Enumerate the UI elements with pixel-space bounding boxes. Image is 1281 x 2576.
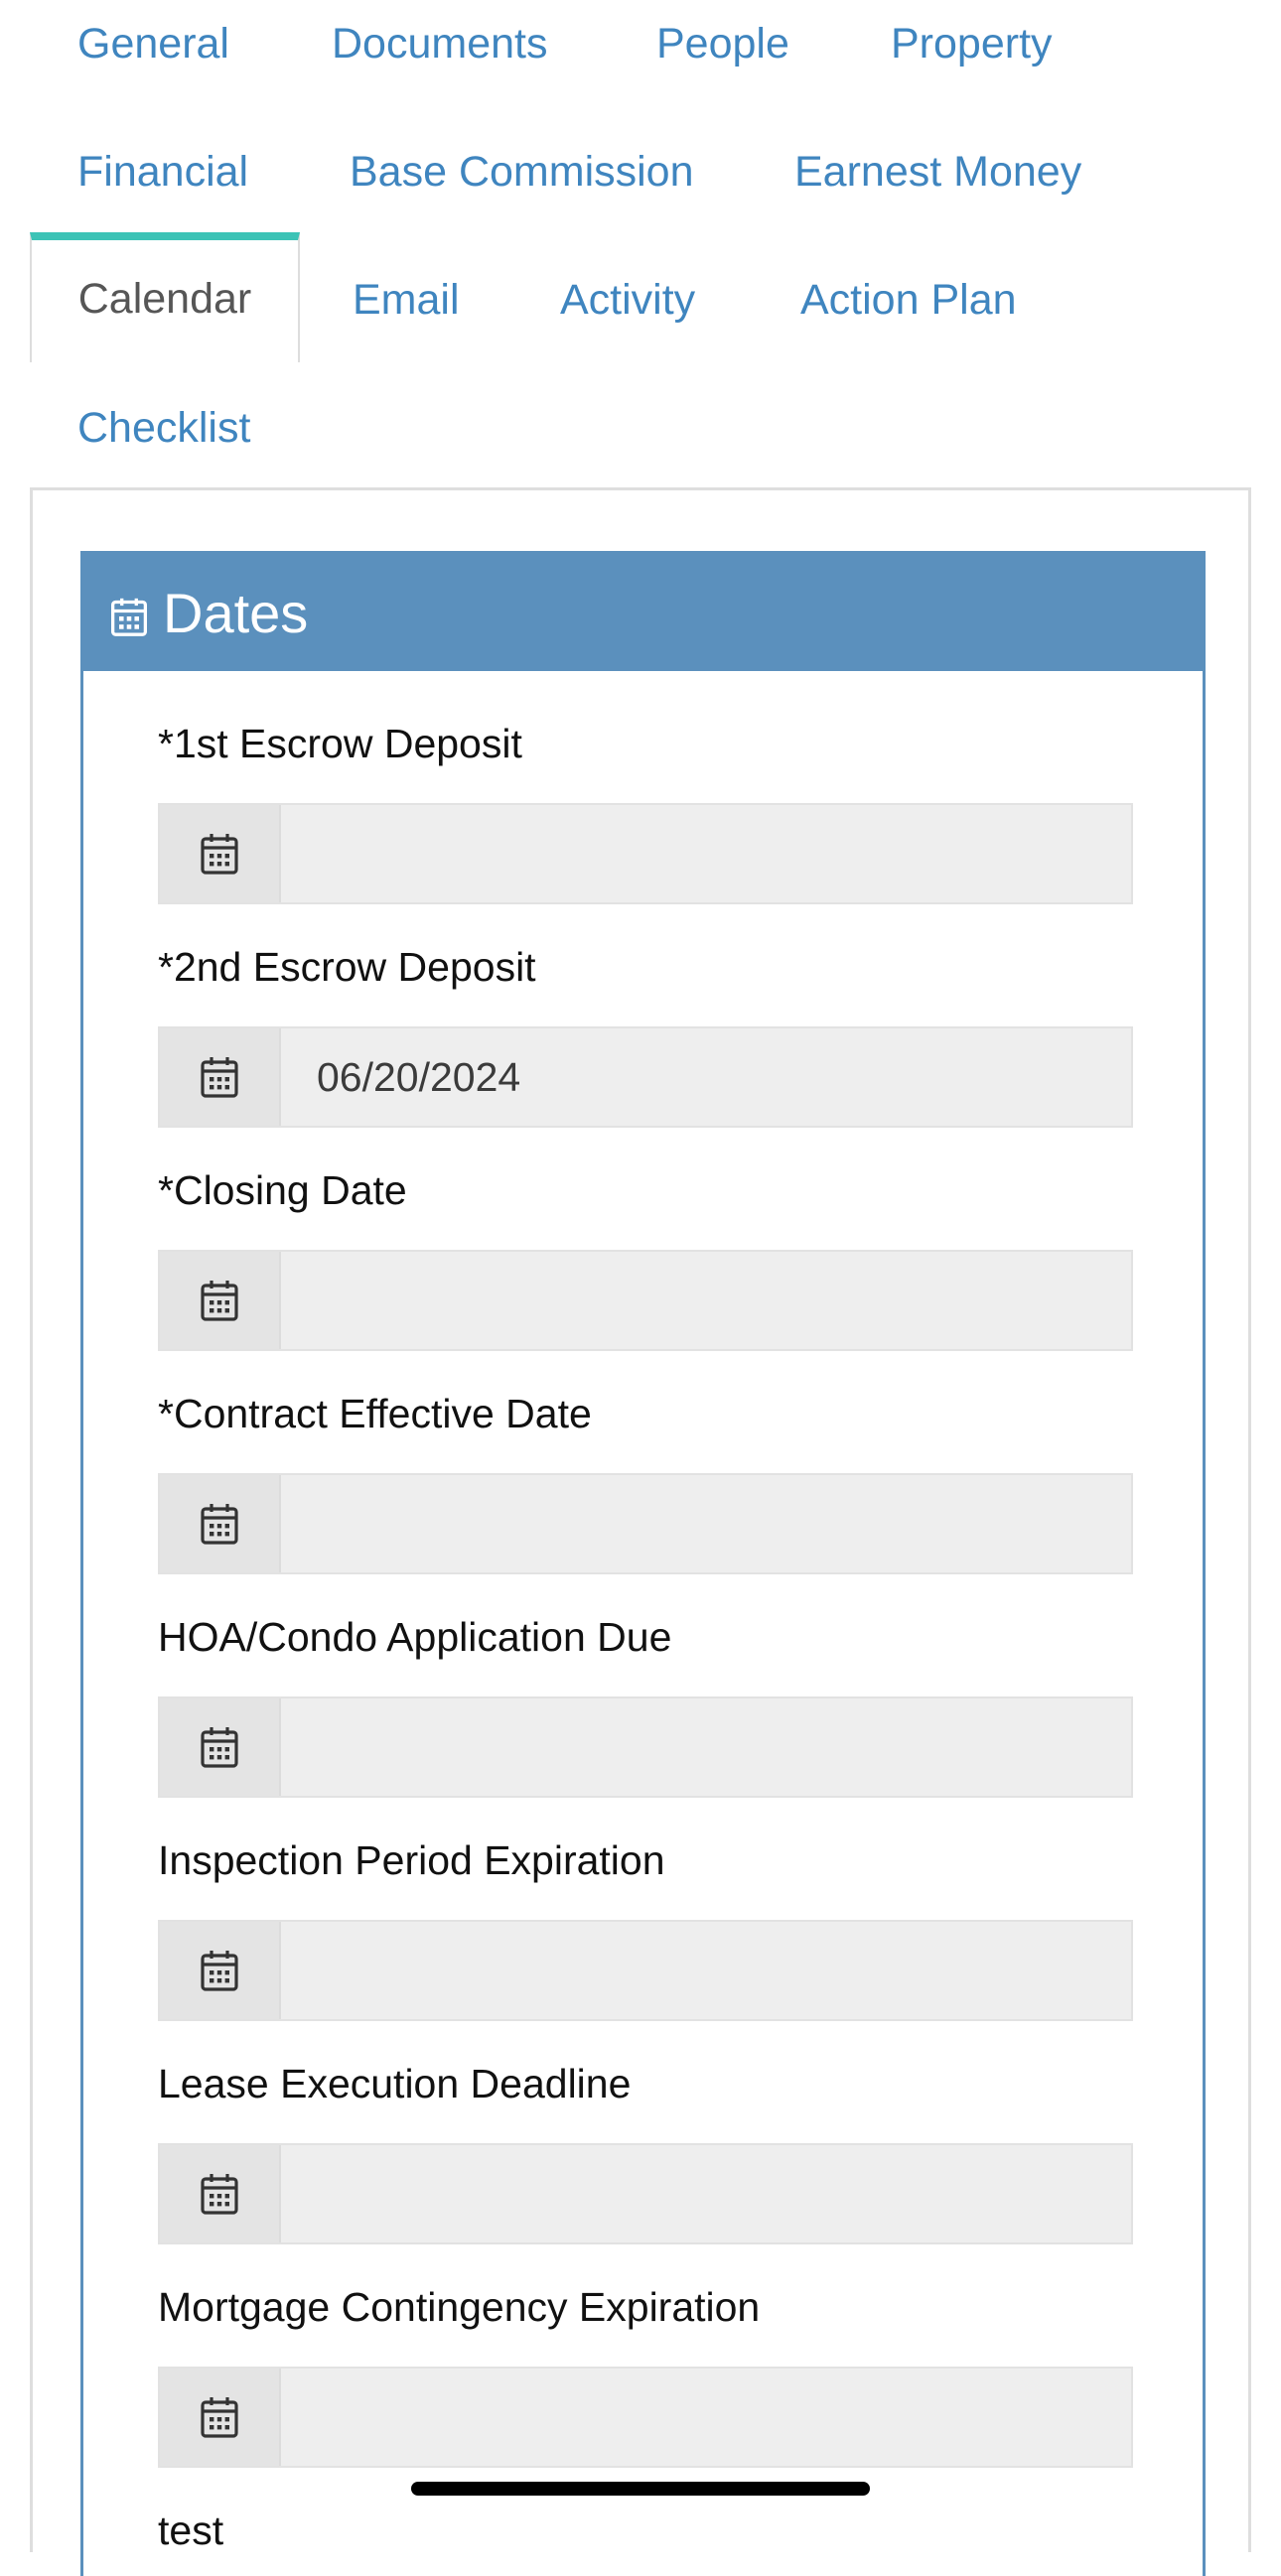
date-input-group xyxy=(158,1026,1133,1128)
home-indicator xyxy=(411,2482,870,2496)
tab-label: Base Commission xyxy=(350,148,694,196)
field-label: Lease Execution Deadline xyxy=(158,2061,632,2106)
tab-documents[interactable] xyxy=(332,0,547,108)
date-input-group xyxy=(158,1250,1133,1351)
field-1st-escrow-deposit xyxy=(158,716,1133,904)
tab-general[interactable] xyxy=(77,0,229,108)
calendar-icon xyxy=(200,1502,239,1546)
date-input-group xyxy=(158,2143,1133,2244)
date-picker-button[interactable] xyxy=(160,1475,281,1572)
tab-label: Documents xyxy=(332,20,548,68)
tab-label: Action Plan xyxy=(800,276,1017,324)
calendar-icon xyxy=(109,597,149,636)
tab-email[interactable] xyxy=(353,236,460,364)
field-label: *Contract Effective Date xyxy=(158,1391,592,1436)
tab-people[interactable] xyxy=(656,0,789,108)
field-label: *2nd Escrow Deposit xyxy=(158,944,536,990)
tab-checklist[interactable] xyxy=(77,364,250,492)
date-input-group xyxy=(158,2367,1133,2468)
field-mortgage-contingency-expiration xyxy=(158,2279,1133,2468)
calendar-panel xyxy=(30,487,1251,2552)
tab-earnest-money[interactable] xyxy=(794,108,1081,236)
dates-card-header xyxy=(83,554,1203,671)
tab-calendar[interactable] xyxy=(30,232,300,362)
field-label: test xyxy=(158,2508,224,2553)
field-label: Mortgage Contingency Expiration xyxy=(158,2284,761,2330)
date-picker-button[interactable] xyxy=(160,1028,281,1126)
tab-label: Financial xyxy=(77,148,249,196)
calendar-icon xyxy=(200,2395,239,2439)
tab-label: People xyxy=(656,20,789,68)
tab-label: Activity xyxy=(560,276,696,324)
date-picker-button[interactable] xyxy=(160,805,281,902)
tab-property[interactable] xyxy=(891,0,1053,108)
transaction-tabs xyxy=(0,0,1281,486)
tab-base-commission[interactable] xyxy=(350,108,694,236)
date-input[interactable] xyxy=(281,1475,1131,1572)
date-input-group xyxy=(158,1473,1133,1574)
field-test xyxy=(158,2503,1133,2558)
calendar-icon xyxy=(200,1725,239,1769)
tab-activity[interactable] xyxy=(560,236,695,364)
date-picker-button[interactable] xyxy=(160,2369,281,2466)
field-label: *Closing Date xyxy=(158,1167,407,1213)
date-picker-button[interactable] xyxy=(160,1698,281,1796)
dates-card xyxy=(80,551,1206,2576)
calendar-icon xyxy=(200,1949,239,1992)
date-input-group xyxy=(158,1920,1133,2021)
date-input[interactable] xyxy=(281,1028,1131,1126)
field-label: Inspection Period Expiration xyxy=(158,1837,665,1883)
tab-label: Checklist xyxy=(77,404,251,452)
tab-label: Calendar xyxy=(77,275,252,323)
tab-label: Email xyxy=(353,276,460,324)
tab-financial[interactable] xyxy=(77,108,248,236)
date-input[interactable] xyxy=(281,1698,1131,1796)
calendar-icon xyxy=(200,832,239,876)
calendar-icon xyxy=(200,1279,239,1322)
field-label: HOA/Condo Application Due xyxy=(158,1614,672,1660)
calendar-icon xyxy=(200,2172,239,2216)
date-input[interactable] xyxy=(281,1252,1131,1349)
field-hoa-condo-application-due xyxy=(158,1609,1133,1798)
date-input[interactable] xyxy=(281,805,1131,902)
tab-label: General xyxy=(77,20,229,68)
tab-label: Earnest Money xyxy=(794,148,1082,196)
calendar-icon xyxy=(200,1055,239,1099)
field-closing-date xyxy=(158,1162,1133,1351)
date-input-group xyxy=(158,803,1133,904)
tab-action-plan[interactable] xyxy=(800,236,1017,364)
field-label: *1st Escrow Deposit xyxy=(158,721,522,766)
tab-label: Property xyxy=(891,20,1053,68)
field-2nd-escrow-deposit xyxy=(158,939,1133,1128)
date-picker-button[interactable] xyxy=(160,1252,281,1349)
date-input[interactable] xyxy=(281,2145,1131,2242)
field-lease-execution-deadline xyxy=(158,2056,1133,2244)
date-picker-button[interactable] xyxy=(160,2145,281,2242)
field-contract-effective-date xyxy=(158,1386,1133,1574)
date-input[interactable] xyxy=(281,1922,1131,2019)
dates-card-title: Dates xyxy=(163,581,309,644)
field-inspection-period-expiration xyxy=(158,1832,1133,2021)
date-input[interactable] xyxy=(281,2369,1131,2466)
date-input-group xyxy=(158,1696,1133,1798)
date-picker-button[interactable] xyxy=(160,1922,281,2019)
